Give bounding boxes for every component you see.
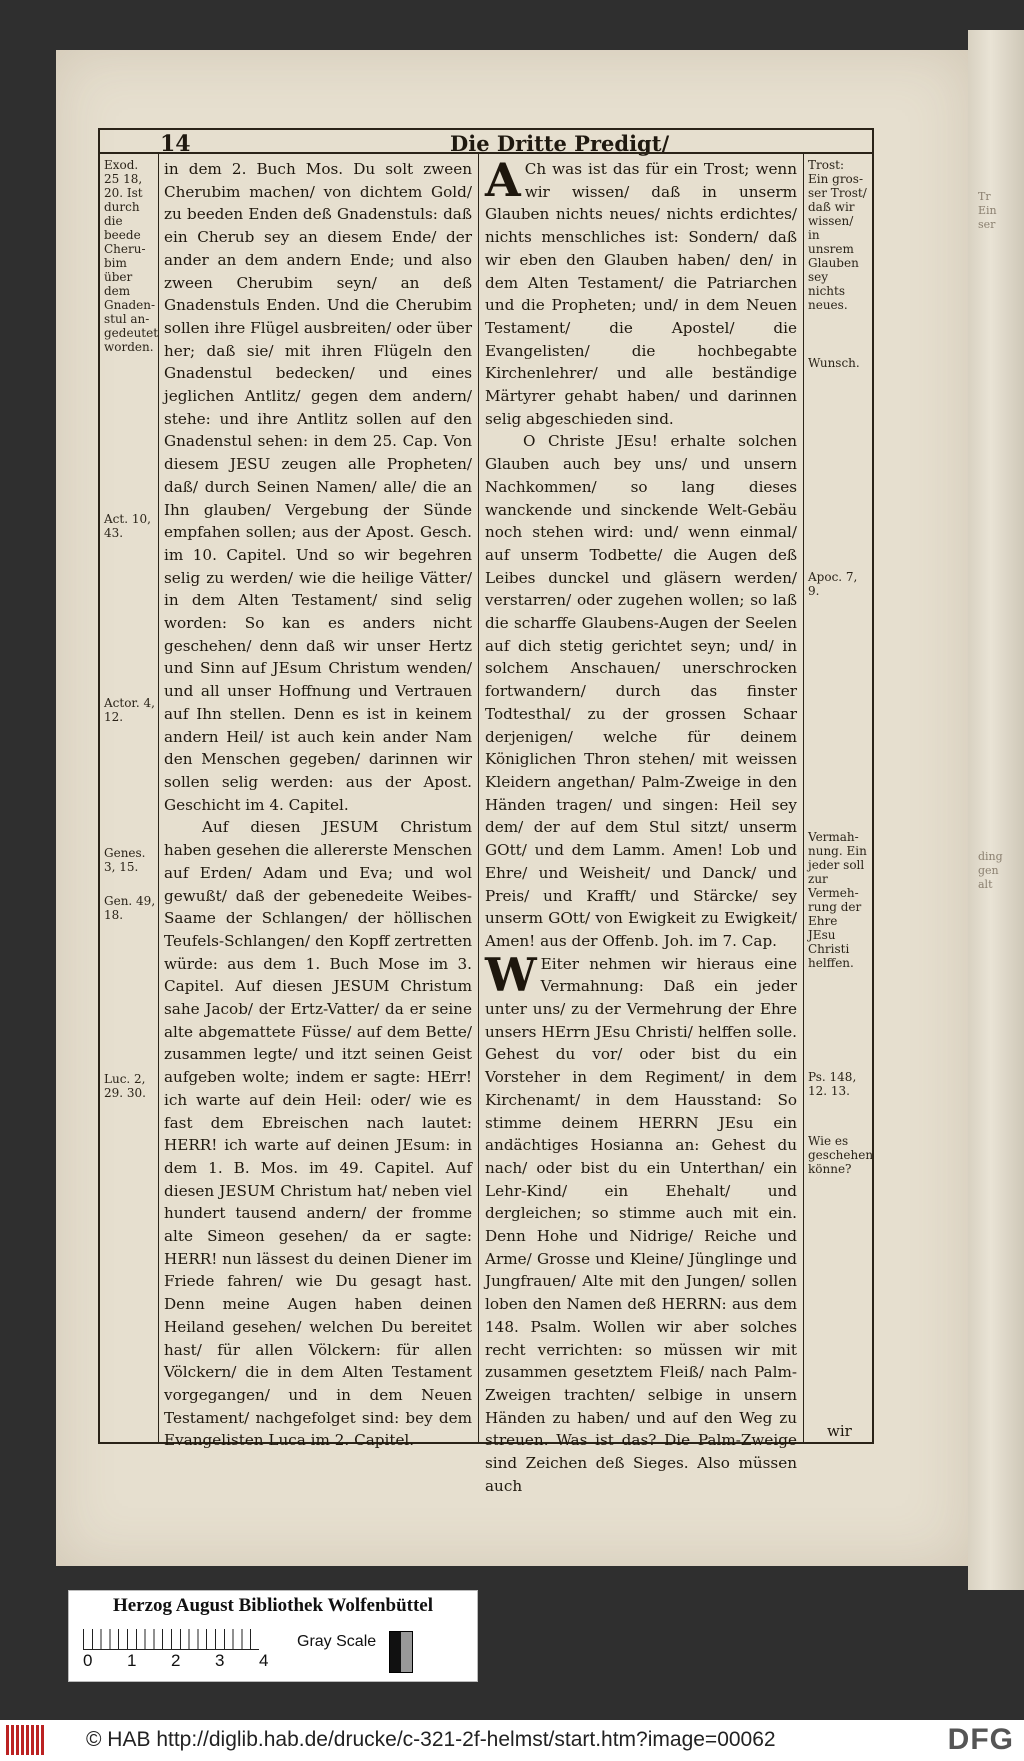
margin-note: Wunsch.	[808, 356, 860, 370]
gray-swatch-icon	[389, 1631, 413, 1673]
column-rule	[478, 152, 479, 1442]
ruler-number: 2	[171, 1651, 181, 1670]
hab-logo-icon	[6, 1725, 46, 1755]
paragraph: A Ch was ist das für ein Trost; wenn wir wissen/ daß in unserm Glauben nichts neues/ nichts erdichtes/ nichts menschliches ist: Sondern/ daß wir eben den Glauben haben/ den/ in dem Alten Testament/ die Patriarchen und die Propheten; und/ in dem Neuen Testament/ die Apostel/ die Evangelisten/ die hochbegabte Kirchenlehrer/ und alle beständige Märtyrer gehabt haben/ und darinnen selig abgeschieden sind.	[485, 153, 797, 428]
catchword: wir	[827, 1422, 852, 1440]
running-title: Die Dritte Predigt/	[450, 131, 670, 156]
column-rule	[803, 152, 804, 1442]
drop-cap: W	[485, 947, 537, 1002]
ruler-number: 1	[127, 1651, 137, 1670]
ruler-number: 4	[259, 1651, 269, 1670]
footer-bar	[0, 1720, 1024, 1761]
bleed-through-text: ding gen alt	[978, 850, 1003, 891]
right-text-column	[485, 153, 797, 1497]
ruler-numbers	[83, 1651, 273, 1671]
margin-note: Wie es geschehen könne?	[808, 1134, 874, 1176]
bleed-through-text: Tr Ein ser	[978, 190, 997, 231]
library-name: Herzog August Bibliothek Wolfenbüttel	[112, 1595, 434, 1616]
margin-note: Gen. 49, 18.	[104, 894, 156, 922]
paragraph: W Eiter nehmen wir hieraus eine Vermahnung: Daß ein jeder unter uns/ zu der Vermehrung der Ehre unsers HErrn JEsu Christi/ helffen solle. Gehest du vor/ oder bist du ein Vorsteher in dem Regiment/ in dem Kirchenamt/ in dem Hausstand: So stimme deinem HERRN JEsu ein andächtiges Hosianna an: Gehest du nach/ oder bist du ein Unterthan/ ein Lehr-Kind/ ein Ehehalt/ und dergleichen; so stimme auch mit ein. Denn Hohe und Nidrige/ Reiche und Arme/ Grosse und Kleine/ Jünglinge und Jungfrauen/ Alte mit den Jungen/ sollen loben den Namen deß HERRN: aus dem 148. Psalm. Wollen wir aber solches recht verrichten: so müssen wir mit zusammen gesetztem Fleiß/ nach Palm-Zweigen trachten/ selbige in unsern Händen zu haben/ und auf den Weg zu streuen. Was ist das? Die Palm-Zweige sind Zeichen deß Sieges. Also müssen auch	[485, 947, 797, 1495]
column-rule	[158, 152, 159, 1442]
margin-note: Ps. 148, 12. 13.	[808, 1070, 857, 1098]
ruler-icon	[83, 1629, 259, 1650]
ruler-number: 0	[83, 1651, 93, 1670]
margin-note: Vermah- nung. Ein jeder soll zur Vermeh- rung der Ehre JEsu Christi helffen.	[808, 830, 867, 970]
paragraph: O Christe JEsu! erhalte solchen Glauben auch bey uns/ und unsern Nachkommen/ so lang dieses wanckende und sinckende Welt-Gebäu noch stehen wird: und/ wenn einmal/ auf unserm Todbette/ die Augen deß Leibes dunckel und gläsern werden/ verstarren/ oder zugehen wollen; so laß die scharffe Glaubens-Augen der Seelen auf dich stetig gerichtet seyn; und/ in solchem Anschauen/ unerschrocken fortwandern/ durch das finster Todtesthal/ zu der grossen Schaar derjenigen/ welche für deinem Königlichen Thron stehen/ mit weissen Kleidern angethan/ Palm-Zweige in den Händen tragen/ und singen: Heil sey dem/ der auf dem Stul sitzt/ unserm GOtt/ und dem Lamm. Amen! Lob und Ehre/ und Weisheit/ und Danck/ und Preis/ und Krafft/ und Stärcke/ sey unserm GOtt/ von Ewigkeit zu Ewigkeit/ Amen! aus der Offenb. Joh. im 7. Cap.	[485, 432, 797, 950]
margin-note: Act. 10, 43.	[104, 512, 151, 540]
ruler-number: 3	[215, 1651, 225, 1670]
gray-scale-label: Gray Scale	[297, 1633, 377, 1650]
paragraph: Auf diesen JESUM Christum haben gesehen die allererste Menschen auf Erden/ Adam und Eva; und wol gewußt/ daß der gebenedeite Weibes-Saame der Schlangen/ der höllischen Teufels-Schlangen/ den Kopff zertretten würde: aus dem 1. Buch Mose im 3. Capitel. Auf diesen JESUM Christum sahe Jacob/ der Ertz-Vatter/ da er seine alte abgemattete Füsse/ auf dem Bette/ zusammen legte/ und itzt seinen Geist aufgeben wolte; indem er sagte: HErr! ich warte auf dein Heil: oder/ wie es fast dem Ebreischen nach lautet: HERR! ich warte auf deinen JEsum: in dem 1. B. Mos. im 49. Capitel. Auf diesen JESUM Christum hat/ neben viel hundert tausend andern/ der fromme alte Simeon gesehen/ da er sagte: HERR! nun lässest du deinen Diener im Friede fahren/ wie Du gesagt hast. Denn meine Augen haben deinen Heiland gesehen/ welchen Du bereitet hast/ für allen Völckern: für allen Völckern/ die in dem Alten Testament vorgegangen/ und in dem Neuen Testament/ nachgefolget sind: bey dem Evangelisten Luca im 2. Capitel.	[164, 818, 472, 1450]
dfg-logo: DFG	[947, 1723, 1014, 1756]
library-scale-banner	[68, 1590, 478, 1682]
text-frame	[98, 128, 874, 1495]
paragraph: in dem 2. Buch Mos. Du solt zween Cherubim machen/ von dichtem Gold/ zu beeden Enden deß Gnadenstuls: daß ein Cherub sey an diesem Ende/ der ander an dem andern Ende; und also zween Cherubim seyn/ an deß Gnadenstuls Enden. Und die Cherubim sollen ihre Flügel ausbreiten/ oder über her; daß sie/ mit ihren Flügeln den Gnadenstul bedecken/ und eines jeglichen Antlitz/ gegen dem andern/ stehe: und ihre Antlitz sollen auf den Gnadenstul sehen: in dem 25. Cap. Von diesem JESU zeugen alle Propheten/ daß/ durch Seinen Namen/ alle/ die an Ihn glauben/ Vergebung der Sünde empfahen sollen; aus der Apost. Gesch. im 10. Capitel. Und so wir begehren selig zu werden/ wie die heilige Vätter/ in dem Alten Testament/ sind selig worden: So kan es anders nicht geschehen/ denn daß wir unser Hertz und Sinn auf JEsum Christum wenden/ und all unser Hoffnung und Vertrauen auf Ihn stellen. Denn es ist in keinem andern Heil/ ist auch kein ander Nam den Menschen gegeben/ darinnen wir sollen selig werden: aus der Apost. Geschicht im 4. Capitel.	[164, 160, 472, 814]
left-text-column	[164, 158, 472, 1452]
drop-cap: A	[485, 153, 521, 207]
margin-note: Luc. 2, 29. 30.	[104, 1072, 146, 1100]
margin-note: Exod. 25 18, 20. Ist durch die beede Cheru- bim über dem Gnaden- stul an- gedeutet worden.	[104, 158, 159, 354]
source-url[interactable]: © HAB http://diglib.hab.de/drucke/c-321-2f-helmst/start.htm?image=00062	[86, 1728, 776, 1751]
next-page-edge	[968, 30, 1024, 1590]
margin-note: Actor. 4, 12.	[104, 696, 155, 724]
margin-note: Genes. 3, 15.	[104, 846, 146, 874]
margin-note: Apoc. 7, 9.	[808, 570, 858, 598]
page-number: 14	[160, 131, 191, 157]
margin-note: Trost: Ein gros- ser Trost/ daß wir wissen/ in unsrem Glauben sey nichts neues.	[808, 158, 867, 312]
